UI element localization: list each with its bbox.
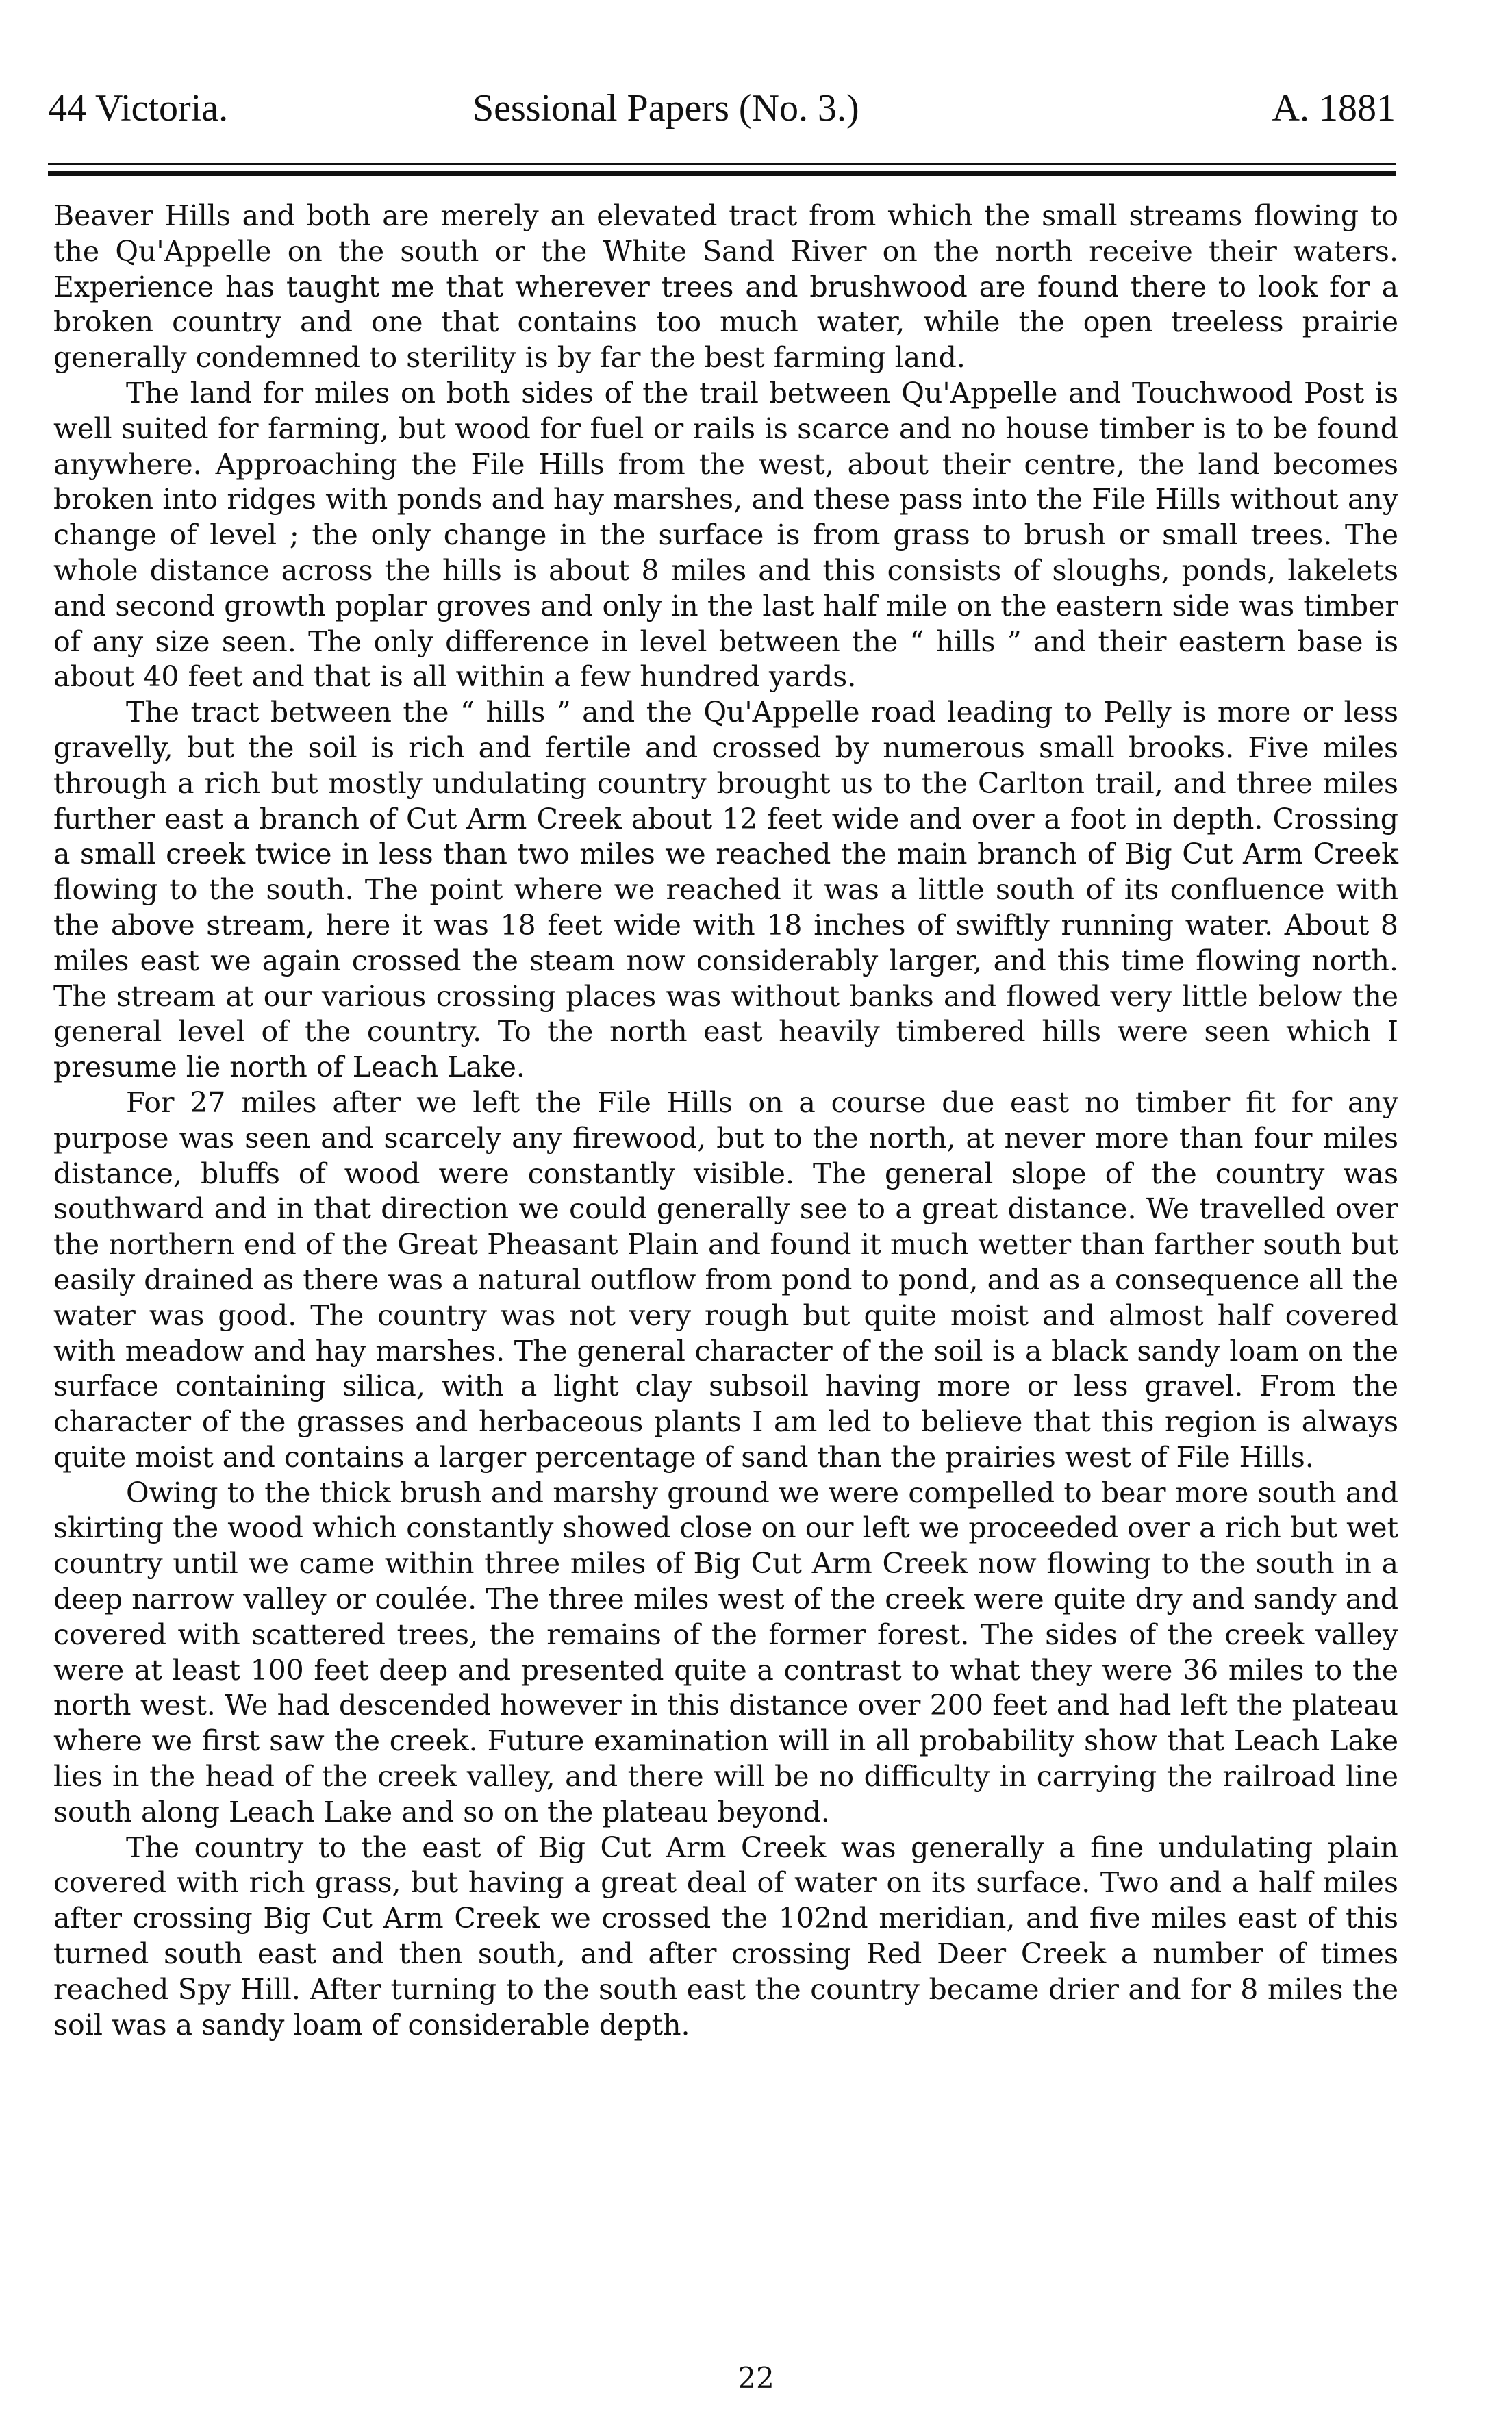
paragraph-6: The country to the east of Big Cut Arm Creek was generally a fine undulating plain covered with rich grass, but having a great deal of water on its surface. Two and a half miles after crossing Big Cut Arm Creek we crossed the 102nd meridian, and five miles east of this turned south east and then south, and after crossing Red Deer Creek a number of times reached Spy Hill. After turning to the south east the country became drier and for 8 miles the soil was a sandy loam of considerable depth.: [53, 1830, 1398, 2041]
header-sessional-papers: Sessional Papers (No. 3.): [473, 87, 859, 129]
header-year: A. 1881: [1272, 87, 1396, 129]
running-head: [48, 81, 1396, 136]
paragraph-3: The tract between the “ hills ” and the Qu'Appelle road leading to Pelly is more or less gravelly, but the soil is rich and fertile and crossed by numerous small brooks. Five miles through a rich but mostly undulating country brought us to the Carlton trail, and three miles further east a branch of Cut Arm Creek about 12 feet wide and over a foot in depth. Crossing a small creek twice in less than two miles we reached the main branch of Big Cut Arm Creek flowing to the south. The point where we reached it was a little south of its confluence with the above stream, here it was 18 feet wide with 18 inches of swiftly running water. About 8 miles east we again crossed the steam now considerably larger, and this time flowing north. The stream at our various crossing places was without banks and flowed very little below the general level of the country. To the north east heavily timbered hills were seen which I presume lie north of Leach Lake.: [53, 696, 1398, 1084]
header-session: 44 Victoria.: [48, 87, 229, 129]
paragraph-5: Owing to the thick brush and marshy ground we were compelled to bear more south and skirting the wood which constantly showed close on our left we proceeded over a rich but wet country until we came within three miles of Big Cut Arm Creek now flowing to the south in a deep narrow valley or coulée. The three miles west of the creek were quite dry and sandy and covered with scattered trees, the remains of the former forest. The sides of the creek valley were at least 100 feet deep and presented quite a contrast to what they were 36 miles to the north west. We had descended however in this distance over 200 feet and had left the plateau where we first saw the creek. Future examination will in all probability show that Leach Lake lies in the head of the creek valley, and there will be no difficulty in carrying the railroad line south along Leach Lake and so on the plateau beyond.: [53, 1476, 1398, 1828]
body-text: [53, 199, 1398, 2043]
paragraph-4: For 27 miles after we left the File Hills on a course due east no timber fit for any purpose was seen and scarcely any firewood, but to the north, at never more than four miles distance, bluffs of wood were constantly visible. The general slope of the country was southward and in that direction we could generally see to a great distance. We travelled over the northern end of the Great Pheasant Plain and found it much wetter than farther south but easily drained as there was a natural outflow from pond to pond, and as a consequence all the water was good. The country was not very rough but quite moist and almost half covered with meadow and hay marshes. The general character of the soil is a black sandy loam on the surface containing silica, with a light clay subsoil having more or less gravel. From the character of the grasses and herbaceous plants I am led to believe that this region is always quite moist and contains a larger percentage of sand than the prairies west of File Hills.: [53, 1085, 1398, 1474]
header-rule-thin: [48, 163, 1396, 165]
paragraph-2: The land for miles on both sides of the trail between Qu'Appelle and Touchwood Post is well suited for farming, but wood for fuel or rails is scarce and no house timber is to be found anywhere. Approaching the File Hills from the west, about their centre, the land becomes broken into ridges with ponds and hay marshes, and these pass into the File Hills without any change of level ; the only change in the surface is from grass to brush or small trees. The whole distance across the hills is about 8 miles and this consists of sloughs, ponds, lakelets and second growth poplar groves and only in the last half mile on the eastern side was timber of any size seen. The only difference in level between the “ hills ” and their eastern base is about 40 feet and that is all within a few hundred yards.: [53, 376, 1398, 694]
header-rule-thick: [48, 171, 1396, 176]
paragraph-1: Beaver Hills and both are merely an elevated tract from which the small streams flowing to the Qu'Appelle on the south or the White Sand River on the north receive their waters. Experience has taught me that wherever trees and brushwood are found there to look for a broken country and one that contains too much water, while the open treeless prairie generally condemned to sterility is by far the best farming land.: [53, 199, 1398, 375]
page-number: 22: [738, 2361, 774, 2395]
